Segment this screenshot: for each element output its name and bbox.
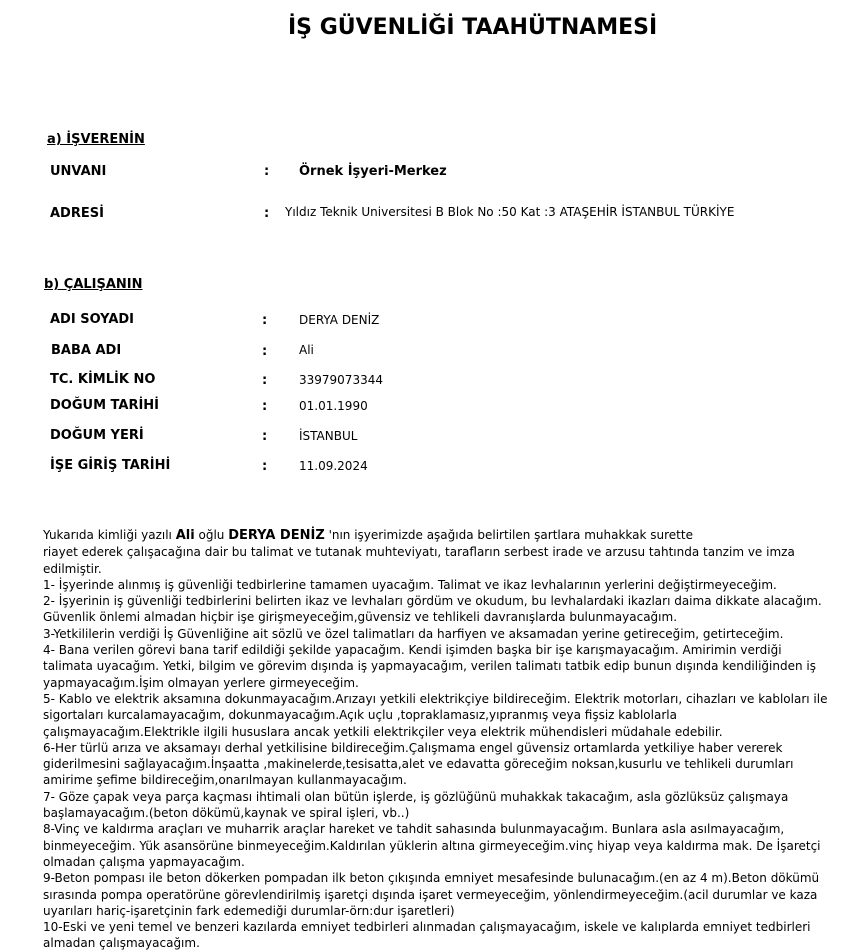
document-title: İŞ GÜVENLİĞİ TAAHÜTNAMESİ	[288, 15, 658, 40]
clause-7: 7- Göze çapak veya parça kaçması ihtimali olan bütün işlerde, iş gözlüğünü muhakkak takacağım, asla gözlüksüz çalışmaya başlamayacağım.(beton dökümü,kaynak ve spiral işleri, vb..)	[43, 789, 789, 821]
commitment-body	[43, 527, 833, 952]
intro-line-2: riayet ederek çalışacağına dair bu talimat ve tutanak muhteviyatı, tarafların serbest irade ve arzusu tahtında tanzim ve imza edilmiştir.	[43, 545, 795, 576]
employee-name-value: DERYA DENİZ	[299, 313, 380, 327]
employee-start-date-label: İŞE GİRİŞ TARİHİ	[50, 458, 171, 473]
employee-birthdate-value: 01.01.1990	[299, 399, 368, 413]
employer-heading: a) İŞVERENİN	[47, 132, 145, 147]
employer-title-label: UNVANI	[50, 164, 107, 179]
clause-9: 9-Beton pompası ile beton dökerken pompadan ilk beton çıkışında emniyet mesafesinde bulunacağım.(en az 4 m).Beton dökümü sırasında pompa operatörüne görevlendirilmiş işaretçi dışında işaret vermeyeceğim, yönlendirmeyeceğim.(acil durumlar ve kaza uyarıları hariç-işaretçinin fark edemediği durumlar-örn:dur işaretleri)	[43, 871, 820, 918]
employee-id-label: TC. KİMLİK NO	[50, 372, 156, 387]
employee-name-label: ADI SOYADI	[50, 312, 135, 327]
employee-father-value: Ali	[299, 343, 314, 357]
employee-heading: b) ÇALIŞANIN	[44, 277, 143, 292]
intro-middle: oğlu	[194, 528, 229, 542]
clause-2: 2- İşyerinin iş güvenliği tedbirlerini belirten ikaz ve levhaları gördüm ve okudum, bu levhalardaki ikazları daima dikkate alacağım. Güvenlik önlemi almadan hiçbir işe girişmeyeceğim,güvensiz ve tehlikeli davranışlarda bulunmayacağım.	[43, 594, 822, 625]
clause-1: 1- İşyerinde alınmış iş güvenliği tedbirlerine tamamen uyacağım. Talimat ve ikaz levhalarının yerlerini değiştirmeyeceğim.	[43, 577, 777, 592]
intro-paragraph	[43, 527, 833, 544]
clause-3: 3-Yetkililerin verdiği İş Güvenliğine ait sözlü ve özel talimatları da harfiyen ve aksamadan yerine getireceğim, getirteceğim.	[43, 626, 784, 641]
employee-start-date-value: 11.09.2024	[299, 459, 368, 473]
employee-birthplace-label: DOĞUM YERİ	[50, 428, 144, 443]
colon: :	[262, 373, 268, 388]
clause-8: 8-Vinç ve kaldırma araçları ve muharrik araçlar hareket ve tahdit sahasında bulunmayacağım. Bunlara asla asılmayacağım, binmeyeceğim. Yük asansörüne binmeyeceğim.Kaldırılan yüklerin altına girmeyeceğim.vinç hiyap veya kaldırma mak. De İşaretçi olmadan çalışma yapmayacağım.	[43, 822, 821, 869]
employee-father-label: BABA ADI	[51, 343, 122, 358]
clause-4: 4- Bana verilen görevi bana tarif edildiği şekilde yapacağım. Kendi işimden başka bir işe karışmayacağım. Amirimin verdiği talimata uyacağım. Yetki, bilgim ve görevim dışında iş yapmayacağım, verilen talimatı tatbik edip bunun dışında kendiliğinden iş yapmayacağım.İşim olmayan yerlere girmeyeceğim.	[43, 643, 816, 690]
employee-id-value: 33979073344	[299, 373, 383, 387]
colon: :	[264, 164, 270, 179]
colon: :	[262, 344, 268, 359]
father-name: Ali	[175, 528, 195, 543]
colon: :	[262, 429, 268, 444]
employee-birthdate-label: DOĞUM TARİHİ	[50, 398, 160, 413]
employee-birthplace-value: İSTANBUL	[299, 429, 358, 443]
colon: :	[264, 206, 270, 221]
intro-suffix: 'nın işyerimizde aşağıda belirtilen şartlara muhakkak surette	[324, 528, 693, 542]
clause-10: 10-Eski ve yeni temel ve benzeri kazılarda emniyet tedbirleri alınmadan çalışmayacağım, iskele ve kalıplarda emniyet tedbirleri almadan çalışmayacağım.	[43, 920, 811, 951]
employer-address-label: ADRESİ	[50, 206, 104, 221]
intro-prefix: Yukarıda kimliği yazılı	[43, 528, 176, 542]
clause-5: 5- Kablo ve elektrik aksamına dokunmayacağım.Arızayı yetkili elektrikçiye bildireceğim. Elektrik motorları, cihazları ve kabloları ile sigortaları kurcalamayacağım, dokunmayacağım.Açık uçlu ,topraklamasız,yıpranmış veya fişsiz kablolarla çalışmayacağım.Elektrikle ilgili hususlara ancak yetkili elektrikçiler veya elektrik mühendisleri müdahale edebilir.	[43, 691, 828, 739]
colon: :	[262, 399, 268, 414]
colon: :	[262, 313, 268, 328]
employee-name: DERYA DENİZ	[228, 528, 325, 543]
clause-6: 6-Her türlü arıza ve aksamayı derhal yetkilisine bildireceğim.Çalışmama engel güvensiz ortamlarda yetkiliye haber vererek giderilmesini sağlayacağım.İnşaatta ,makinelerde,tesisatta,alet ve edavatta göreceğim noksan,kusurlu ve tehlikeli durumları amirime şefime bildireceğim,onarılmayan kullanmayacağım.	[43, 740, 794, 788]
colon: :	[262, 459, 268, 474]
employer-title-value: Örnek İşyeri-Merkez	[299, 164, 447, 179]
employer-address-value: Yıldız Teknik Universitesi B Blok No :50 Kat :3 ATAŞEHİR İSTANBUL TÜRKİYE	[285, 205, 735, 219]
